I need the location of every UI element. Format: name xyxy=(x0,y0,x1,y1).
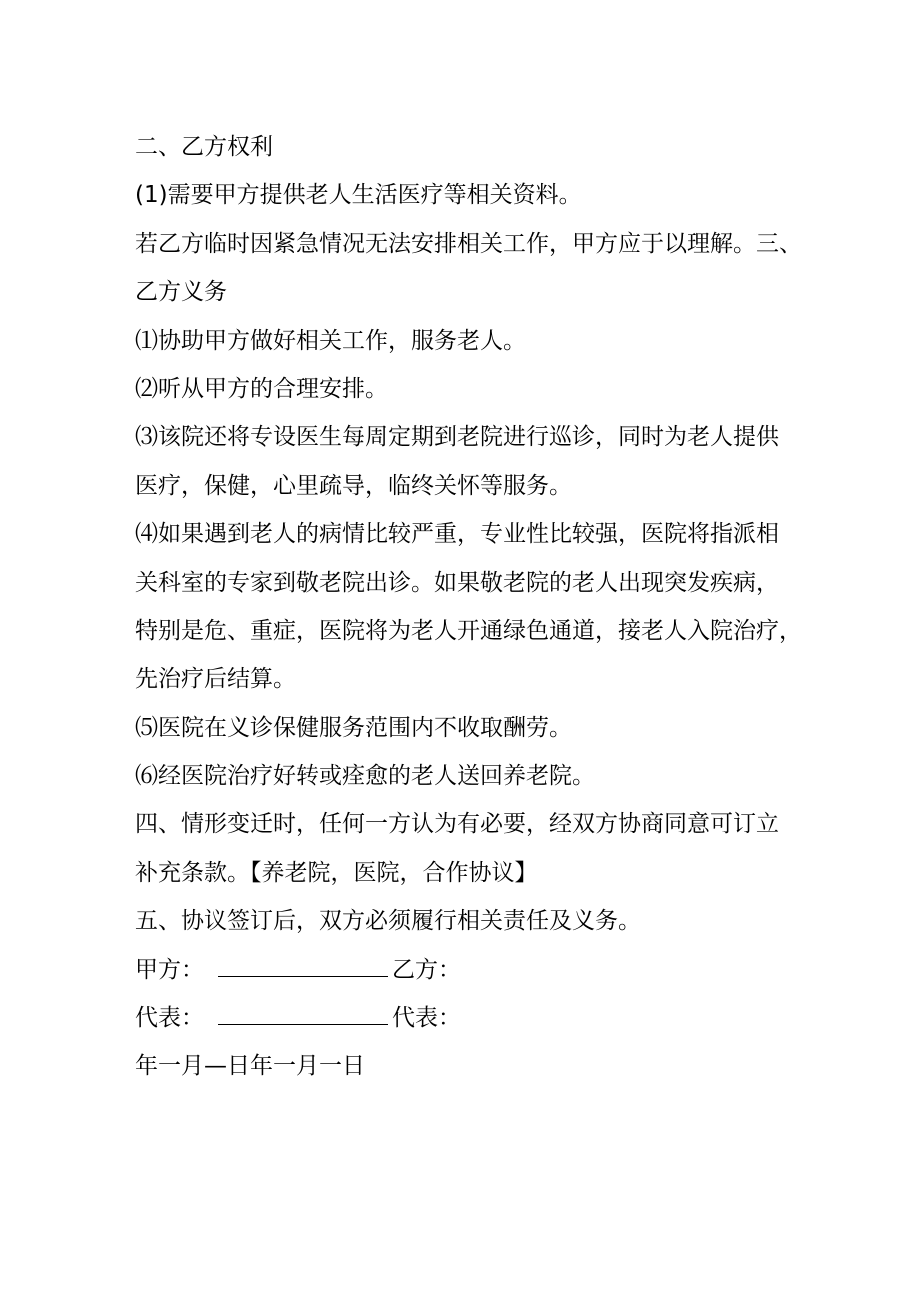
paragraph-line: 五、协议签订后，双方必须履行相关责任及义务。 xyxy=(135,908,641,935)
party-a-signature-blank[interactable] xyxy=(218,954,388,977)
paragraph-line: ⑴协助甲方做好相关工作，服务老人。 xyxy=(135,327,526,354)
paragraph-line: ⑹经医院治疗好转或痊愈的老人送回养老院。 xyxy=(135,763,595,790)
paragraph-line: 关科室的专家到敬老院出诊。如果敬老院的老人出现突发疾病， xyxy=(135,569,779,596)
rep-a-label: 代表： xyxy=(135,1005,204,1032)
paragraph-line: ⑶该院还将专设医生每周定期到老院进行巡诊，同时为老人提供 xyxy=(135,424,779,451)
date-line: 年一月—日年一月一日 xyxy=(135,1053,365,1080)
party-b-label: 乙方： xyxy=(392,956,461,983)
paragraph-line: 四、情形变迁时，任何一方认为有必要，经双方协商同意可订立 xyxy=(135,811,779,838)
paragraph-line: ⑵听从甲方的合理安排。 xyxy=(135,375,388,402)
section-heading-party-b-rights: 二、乙方权利 xyxy=(135,134,273,160)
document-body xyxy=(135,123,825,1091)
paragraph-line: ⑷如果遇到老人的病情比较严重，专业性比较强，医院将指派相 xyxy=(135,521,779,548)
rep-a-signature-blank[interactable] xyxy=(218,1002,388,1025)
paragraph-line: 特别是危、重症，医院将为老人开通绿色通道，接老人入院治疗， xyxy=(135,617,802,644)
paragraph-line: 补充条款。【养老院，医院，合作协议】 xyxy=(135,859,538,886)
paragraph-line: (1)需要甲方提供老人生活医疗等相关资料。 xyxy=(135,182,582,209)
paragraph-line: 先治疗后结算。 xyxy=(135,666,296,693)
party-a-label: 甲方： xyxy=(135,956,204,983)
paragraph-line: ⑸医院在义诊保健服务范围内不收取酬劳。 xyxy=(135,714,572,741)
paragraph-line: 乙方义务 xyxy=(135,279,227,306)
signature-line-parties xyxy=(135,946,825,994)
rep-b-label: 代表： xyxy=(392,1005,461,1032)
paragraph-line: 医疗，保健，心里疏导，临终关怀等服务。 xyxy=(135,472,572,499)
paragraph-line: 若乙方临时因紧急情况无法安排相关工作，甲方应于以理解。三、 xyxy=(135,230,802,257)
signature-line-representatives xyxy=(135,994,825,1042)
